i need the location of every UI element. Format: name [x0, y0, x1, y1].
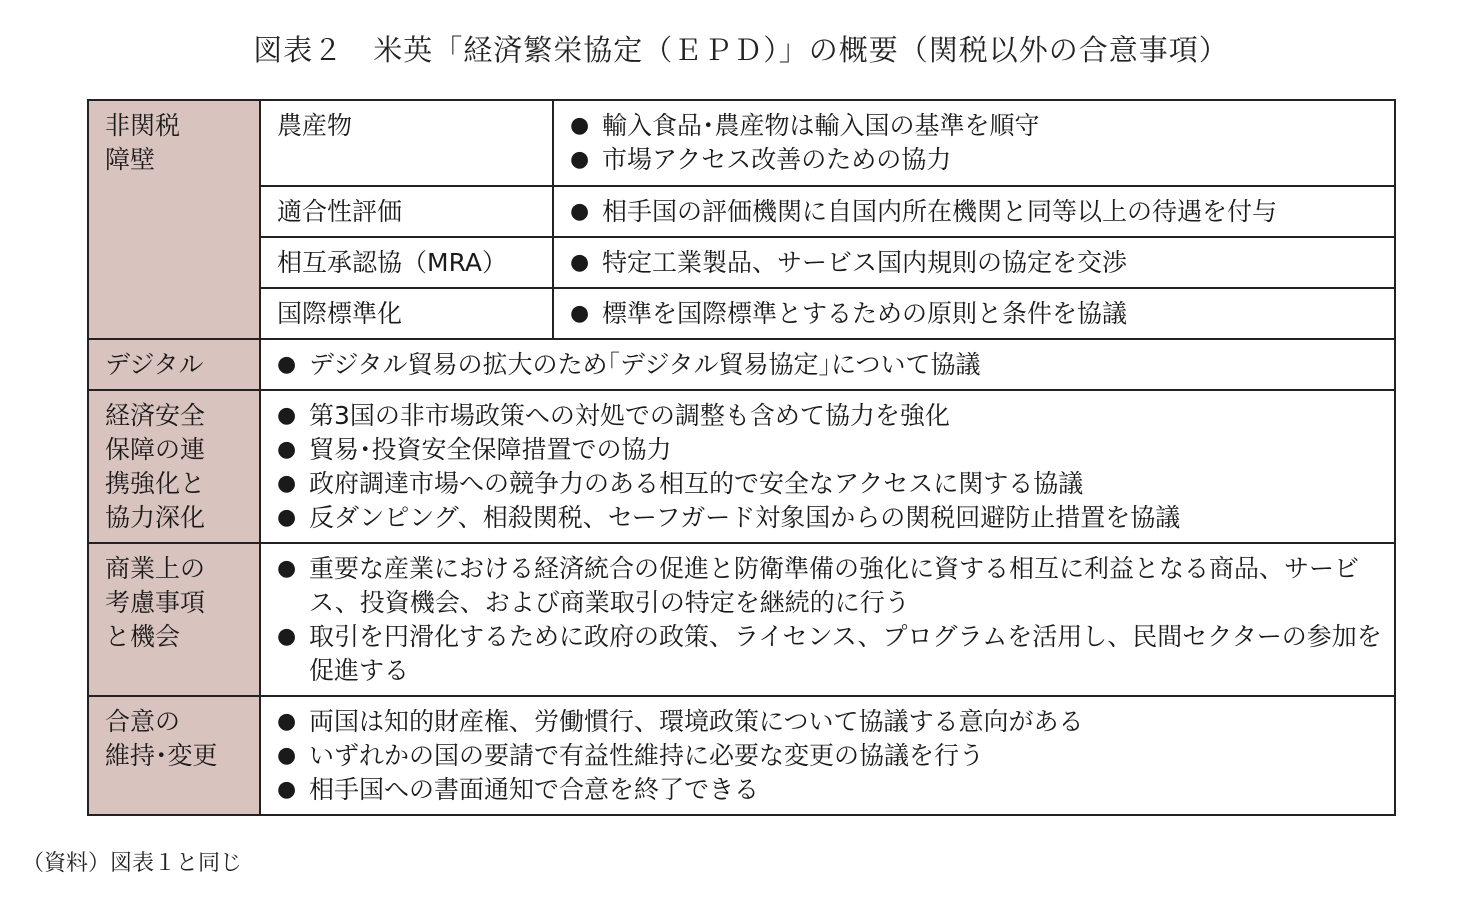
content-cell [553, 288, 1395, 339]
subcategory-label: 国際標準化 [260, 288, 553, 339]
subcategory-label: 農産物 [260, 100, 553, 186]
page-title: 図表２ 米英「経済繁栄協定（ＥＰＤ）」の概要（関税以外の合意事項） [253, 33, 1229, 67]
list-item: ● 標準を国際標準とするための原則と条件を協議 [570, 297, 1384, 331]
list-item: ● 貿易･投資安全保障措置での協力 [277, 433, 1384, 467]
list-item: ● 両国は知的財産権、労働慣行、環境政策について協議する意向がある [277, 705, 1384, 739]
category-label-line: 非関税 [105, 111, 181, 140]
list-item: ● 反ダンピング、相殺関税、セーフガード対象国からの関税回避防止措置を協議 [277, 501, 1384, 535]
category-cell-economic-security [88, 390, 260, 543]
list-item: ● 輸入食品･農産物は輸入国の基準を順守 [570, 109, 1384, 143]
table-row [88, 339, 1395, 390]
content-cell [260, 390, 1395, 543]
category-cell-commercial-considerations [88, 543, 260, 696]
list-item: ● デジタル貿易の拡大のため｢デジタル貿易協定｣について協議 [277, 348, 1384, 382]
category-cell-agreement-maintenance [88, 696, 260, 815]
category-label-line: 維持･変更 [105, 741, 218, 770]
category-label-line: デジタル [105, 350, 204, 379]
subcategory-label: 適合性評価 [260, 186, 553, 237]
table-row [88, 100, 1395, 186]
category-cell-digital [88, 339, 260, 390]
content-cell [553, 186, 1395, 237]
category-label-line: 考慮事項 [105, 588, 206, 617]
epd-summary-table [87, 99, 1396, 816]
table-row [88, 390, 1395, 543]
list-item: ● 市場アクセス改善のための協力 [570, 143, 1384, 177]
content-cell [260, 543, 1395, 696]
list-item: ● 取引を円滑化するために政府の政策、ライセンス、プログラムを活用し、民間セクターの参加を促進する [277, 620, 1384, 688]
category-label-line: 保障の連 [105, 435, 206, 464]
category-cell-non-tariff-barriers [88, 100, 260, 339]
content-cell [553, 100, 1395, 186]
list-item: ● いずれかの国の要請で有益性維持に必要な変更の協議を行う [277, 739, 1384, 773]
list-item: ● 特定工業製品、サービス国内規則の協定を交渉 [570, 246, 1384, 280]
category-label-line: と機会 [105, 622, 181, 651]
table-row [88, 288, 1395, 339]
source-note: （資料）図表１と同じ [22, 851, 243, 876]
category-label-line: 合意の [105, 707, 181, 736]
content-cell [553, 237, 1395, 288]
list-item: ● 重要な産業における経済統合の促進と防衛準備の強化に資する相互に利益となる商品、サービス、投資機会、および商業取引の特定を継続的に行う [277, 552, 1384, 620]
content-cell [260, 696, 1395, 815]
category-label-line: 障壁 [105, 145, 156, 174]
list-item: ● 政府調達市場への競争力のある相互的で安全なアクセスに関する協議 [277, 467, 1384, 501]
table-row [88, 543, 1395, 696]
table-row [88, 237, 1395, 288]
category-label-line: 経済安全 [105, 401, 206, 430]
category-label-line: 商業上の [105, 554, 206, 583]
table-row [88, 186, 1395, 237]
list-item: ● 第3国の非市場政策への対処での調整も含めて協力を強化 [277, 399, 1384, 433]
list-item: ● 相手国への書面通知で合意を終了できる [277, 773, 1384, 807]
subcategory-label: 相互承認協（MRA） [260, 237, 553, 288]
category-label-line: 携強化と [105, 469, 206, 498]
category-label-line: 協力深化 [105, 503, 206, 532]
list-item: ● 相手国の評価機関に自国内所在機関と同等以上の待遇を付与 [570, 195, 1384, 229]
content-cell [260, 339, 1395, 390]
table-row [88, 696, 1395, 815]
